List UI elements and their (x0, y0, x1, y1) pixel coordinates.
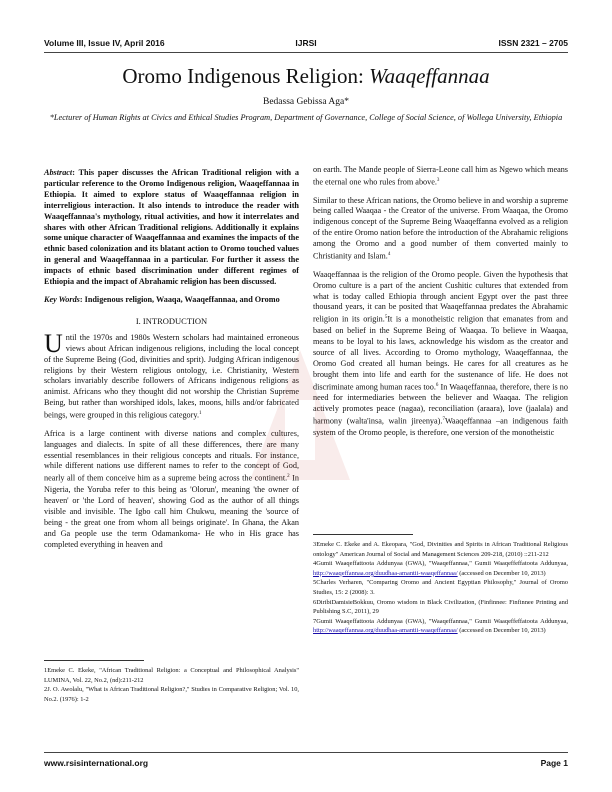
author: Bedassa Gebissa Aga* (262, 97, 349, 107)
right-paragraph-2: Waaqeffannaa is the religion of the Oromo people. Given the hypothesis that Oromo culture is a part of the ancient Cushitic cultures that extended from what is today called Ethiopia through ancient Egypt over the past three thousand years, it can be posited that Waaqeffannaa predates the Abrahamic religion in its origin.$^5$It is a monotheistic religion that emanates from and based on belief in the Supreme Being of Waaqaa. To believe in Waaqaa, means to be loyal to his laws, acknowledge his wisdom as the creator and source of all lives. According to Oromo mythology, Waaqeffannaa, the Oromo God created all human beings. He cares for all creatures as he brought them into life and earth for the sustenance of life. He does not discriminate among human races too.$^6$ In Waaqeffannaa, therefore, there is no need for intermediaries between the believer and Waaqaa. The religion actively promotes peace (nagaa), reconciliation (araara), love (jaalala) and harmony (walta'insa, walin jireenya).$^7$Waaqeffannaa –an indigenous faith system of the Oromo people, is therefore, one version of the monotheistic (313, 269, 568, 437)
footer-rule (44, 752, 568, 753)
issn: ISSN 2321 – 2705 (498, 38, 568, 48)
footnote-2: 2J. O. Awolalu, "What is African Traditional Religion?," Studies in Comparative Religion; Vol. 10, No.2. (1976): 1-2 (44, 686, 299, 703)
paper-title: Oromo Indigenous Religion: Waaqeffannaa (122, 64, 490, 88)
footnote-5: 5Charles Verharen, "Comparing Oromo and Ancient Egyptian Philosophy," Journal of Oromo Studies, 15: 2 (2008): 3. (313, 579, 568, 596)
intro-paragraph-2: Africa is a large continent with diverse nations and complex cultures, languages and dialects. In spite of all these differences, there are many essential resemblances in their religious concepts and rituals. For instance, while different nations use different names to refer to the concept of God, nearly all of them conceive him as a supreme being across the continent.$^2$ In Nigeria, the Yoruba refer to this being as 'Olorun', meaning 'the owner of heaven' or 'the Lord of heaven', showing God as the author of all things visible and invisible. The Igbo call him Chukwu, meaning the 'source of being - the great one from whom all beings originate'. In Ghana, the Akan and Ga people use the term Odamankoma- He who in His grace has completed everything in heaven and (44, 428, 299, 549)
volume-info: Volume III, Issue IV, April 2016 (44, 38, 165, 48)
intro-paragraph-1: Until the 1970s and 1980s Western scholars had maintained erroneous views about African indigenous religions, including the local concept of the Supreme Being (God, divinities and sprit). Judging African indigenous religions by their Western religious ontology, i.e. Christianity, Western scholars invariably describe followers of Africans indigenous religions as animist. Africans who they thought did not worship the Christian Supreme Being, but rather than worshiped idols, lakes, moons, hills and/or fabricated beings, were grouped in this religious category.$^1$ (44, 328, 299, 420)
footnote-rule (44, 660, 144, 661)
section-heading: I. INTRODUCTION (135, 315, 208, 326)
journal-name: IJRSI (295, 38, 317, 48)
footnote-4: 4Gumii Waaqeffattoota Addunyaa (GWA), "Waaqeffannaa," Gumii Waaqeffeffatoota Addunyaa, http://waaqeffannaa.org/duudhaa-amantii-waaqeffannaa/ (accessed on December 10, 2013) (313, 560, 568, 577)
footnote-7-link[interactable]: http://waaqeffannaa.org/duudhaa-amantii-waaqeffannaa/ (313, 627, 458, 635)
left-column (44, 168, 299, 557)
footnote-1: 1Emeke C. Ekeke, "African Traditional Religion: a Conceptual and Philosophical Analysis" LUMINA, Vol. 22, No.2, (nd):211-212 (44, 667, 299, 684)
page-number: Page 1 (540, 758, 568, 768)
affiliation: *Lecturer of Human Rights at Civics and Ethical Studies Program, Department of Governance, College of Social Science, of Wollega University, Ethiopia (49, 113, 563, 122)
right-paragraph-1: Similar to these African nations, the Oromo believe in and worship a supreme being called Waaqaa - the Creator of the universe. From Waaqaa, the Oromo indigenous concept of the Supreme Being Waaqeffanna evolved as a religion of the entire Oromo nation before the introduction of the Abrahamic religions among the Oromo and a good number of them converted mainly to Christianity and Islam.$^4$ (313, 195, 568, 261)
footnote-3: 3Emeke C. Ekeke and A. Ekeopara, "God, Divinities and Spirits in African Traditional Religious ontology" American Journal of Social and Management Sciences 209-218, (2010) ::211-212 (313, 541, 568, 558)
running-header (44, 38, 568, 52)
footnote-rule (313, 534, 413, 535)
right-paragraph-0: on earth. The Mande people of Sierra-Leone call him as Ngewo which means the eternal one who rules from above.$^3$ (313, 165, 568, 187)
abstract: Abstract: This paper discusses the African Traditional religion with a particular reference to the Oromo Indigenous religion, Waaqeffannaa in Ethiopia. It aimed to explore status of Waaqeffannaa religion in interreligious interaction. It also intends to introduce the reader with Waaqeffannaa's mythology, ritual activities, and how it interrelates and shares with other African Traditional religions. Additionally it explains some unique character of Waaqeffannaa and examines the impacts of the ethnic based colonization and its blatant action to Oromo touched values in general and Waaqeffannaa in a particular. For further it assess the impacts of ethnic based discrimination under different regimes of Ethiopia and the impact of Abrahamic religion has been discussed. (44, 168, 299, 287)
drop-cap: U (44, 328, 63, 358)
keywords: Key Words: Indigenous religion, Waaqa, Waaqeffannaa, and Oromo (44, 294, 280, 304)
right-column (313, 165, 568, 446)
footnote-4-link[interactable]: http://waaqeffannaa.org/duudhaa-amantii-waaqeffannaa/ (313, 569, 458, 577)
footnote-6: 6DiribiDamisieBokkuu, Oromo wisdom in Black Civilization, (Finfinnee: Finfinnee Printing and Publishing S.C, 2011), 29 (313, 598, 568, 616)
footnotes-left (44, 660, 299, 704)
header-rule (44, 52, 568, 53)
footnote-7: 7Gumii Waaqeffattoota Addunyaa (GWA), "Waaqeffannaa," Gumii Waaqeffeffatoota Addunyaa, http://waaqeffannaa.org/duudhaa-amantii-waaqeffannaa/ (accessed on December 10, 2013) (313, 617, 568, 635)
website-url: www.rsisinternational.org (44, 758, 149, 768)
footnotes-right (313, 534, 568, 636)
